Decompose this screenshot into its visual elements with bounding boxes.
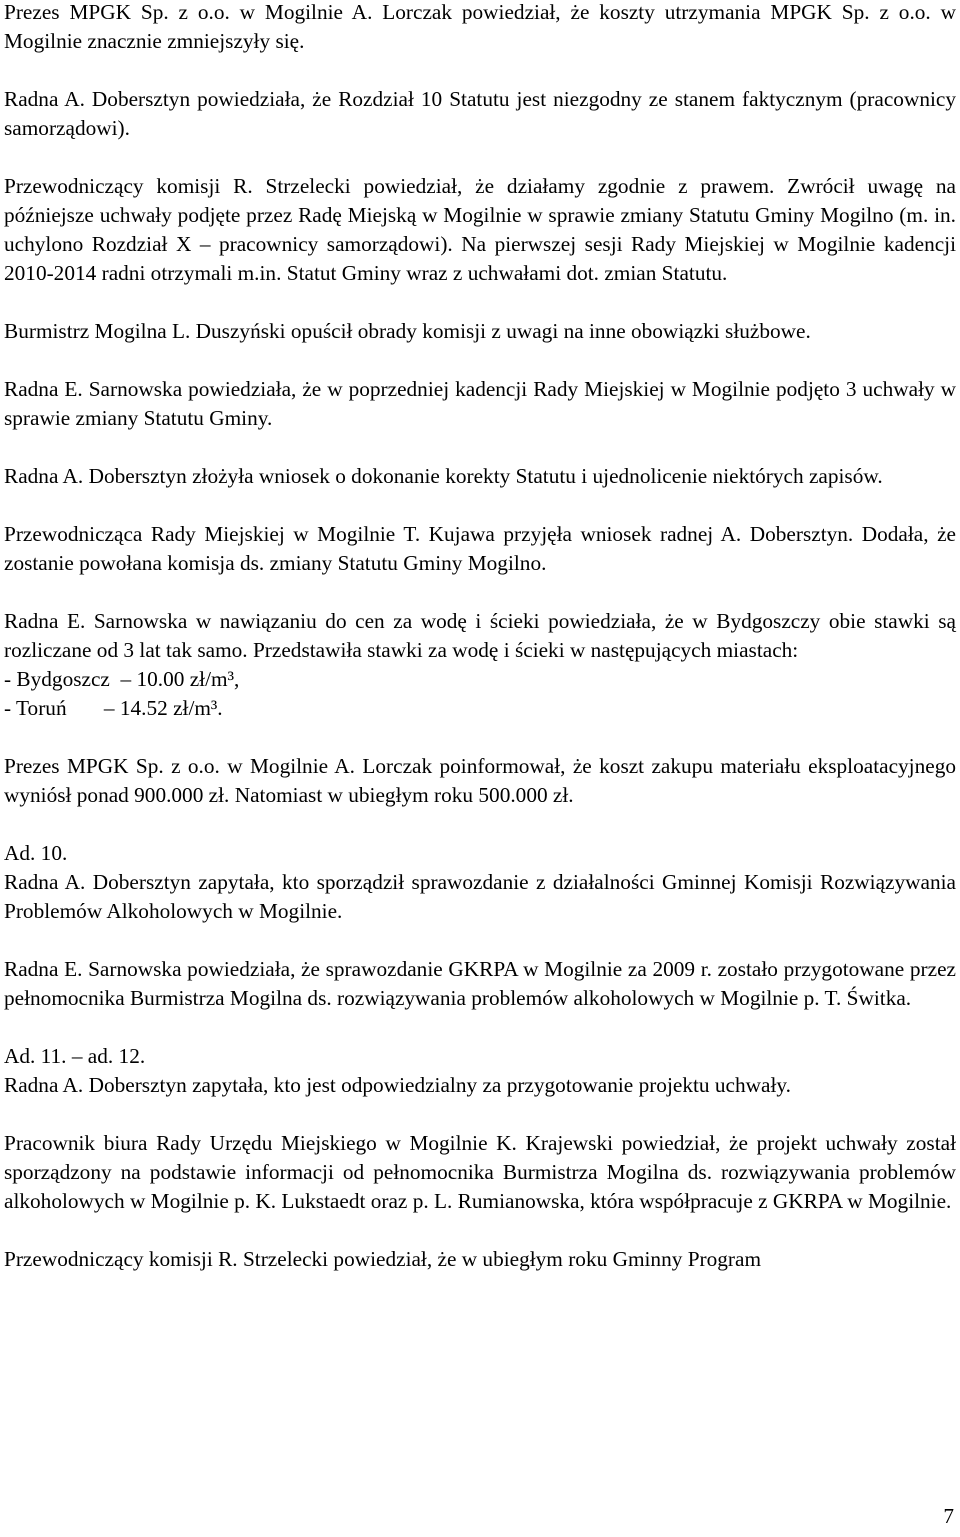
- paragraph-kujawa-accepted: Przewodnicząca Rady Miejskiej w Mogilnie T. Kujawa przyjęła wniosek radnej A. Dobersztyn. Dodała, że zostanie powołana komisja ds. zmiany Statutu Gminy Mogilno.: [4, 522, 956, 575]
- document-page: [4, 0, 956, 1274]
- section-heading-ad-11-12: Ad. 11. – ad. 12.: [4, 1044, 146, 1068]
- section-ad-11-12: [4, 1042, 956, 1100]
- paragraph-dobersztyn-chapter10: Radna A. Dobersztyn powiedziała, że Rozdział 10 Statutu jest niezgodny ze stanem faktycznym (pracownicy samorządowi).: [4, 87, 956, 140]
- paragraph-strzelecki-program: Przewodniczący komisji R. Strzelecki powiedział, że w ubiegłym roku Gminny Program: [4, 1247, 762, 1271]
- page-number: 7: [943, 1504, 954, 1528]
- paragraph-lorczak-material-cost: Prezes MPGK Sp. z o.o. w Mogilnie A. Lorczak poinformował, że koszt zakupu materiału eksploatacyjnego wyniósł ponad 900.000 zł. Natomiast w ubiegłym roku 500.000 zł.: [4, 754, 956, 807]
- paragraph-sarnowska-report-answer: Radna E. Sarnowska powiedziała, że sprawozdanie GKRPA w Mogilnie za 2009 r. zostało przygotowane przez pełnomocnika Burmistrza Mogilna ds. rozwiązywania problemów alkoholowych w Mogilnie p. T. Świtka.: [4, 957, 956, 1010]
- section-ad-10: [4, 839, 956, 926]
- paragraph-mpgk-costs: Prezes MPGK Sp. z o.o. w Mogilnie A. Lorczak powiedział, że koszty utrzymania MPGK Sp. z o.o. w Mogilnie znacznie zmniejszyły się.: [4, 0, 956, 53]
- price-item-bydgoszcz: - Bydgoszcz – 10.00 zł/m³,: [4, 667, 240, 691]
- paragraph-dobersztyn-motion: Radna A. Dobersztyn złożyła wniosek o dokonanie korekty Statutu i ujednolicenie niektórych zapisów.: [4, 464, 883, 488]
- paragraph-krajewski-answer: Pracownik biura Rady Urzędu Miejskiego w Mogilnie K. Krajewski powiedział, że projekt uchwały został sporządzony na podstawie informacji od pełnomocnika Burmistrza Mogilna ds. rozwiązywania problemów alkoholowych w Mogilnie p. K. Lukstaedt oraz p. L. Rumianowska, która współpracuje z GKRPA w Mogilnie.: [4, 1131, 956, 1213]
- paragraph-sarnowska-resolutions: Radna E. Sarnowska powiedziała, że w poprzedniej kadencji Rady Miejskiej w Mogilnie podjęto 3 uchwały w sprawie zmiany Statutu Gminy.: [4, 377, 956, 430]
- paragraph-dobersztyn-resolution-question: Radna A. Dobersztyn zapytała, kto jest odpowiedzialny za przygotowanie projektu uchwały.: [4, 1073, 791, 1097]
- paragraph-strzelecki-statute: Przewodniczący komisji R. Strzelecki powiedział, że działamy zgodnie z prawem. Zwrócił uwagę na późniejsze uchwały podjęte przez Radę Miejską w Mogilnie w sprawie zmiany Statutu Gminy Mogilno (m. in. uchylono Rozdział X – pracownicy samorządowi). Na pierwszej sesji Rady Miejskiej w Mogilnie kadencji 2010-2014 radni otrzymali m.in. Statut Gminy wraz z uchwałami dot. zmian Statutu.: [4, 174, 956, 285]
- paragraph-mayor-left: Burmistrz Mogilna L. Duszyński opuścił obrady komisji z uwagi na inne obowiązki służbowe.: [4, 319, 811, 343]
- water-prices-block: [4, 607, 956, 723]
- paragraph-dobersztyn-report-question: Radna A. Dobersztyn zapytała, kto sporządził sprawozdanie z działalności Gminnej Komisji Rozwiązywania Problemów Alkoholowych w Mogilnie.: [4, 870, 956, 923]
- price-item-torun: - Toruń – 14.52 zł/m³.: [4, 696, 223, 720]
- paragraph-sarnowska-water: Radna E. Sarnowska w nawiązaniu do cen za wodę i ścieki powiedziała, że w Bydgoszczy obie stawki są rozliczane od 3 lat tak samo. Przedstawiła stawki za wodę i ścieki w następujących miastach:: [4, 609, 956, 662]
- section-heading-ad-10: Ad. 10.: [4, 841, 68, 865]
